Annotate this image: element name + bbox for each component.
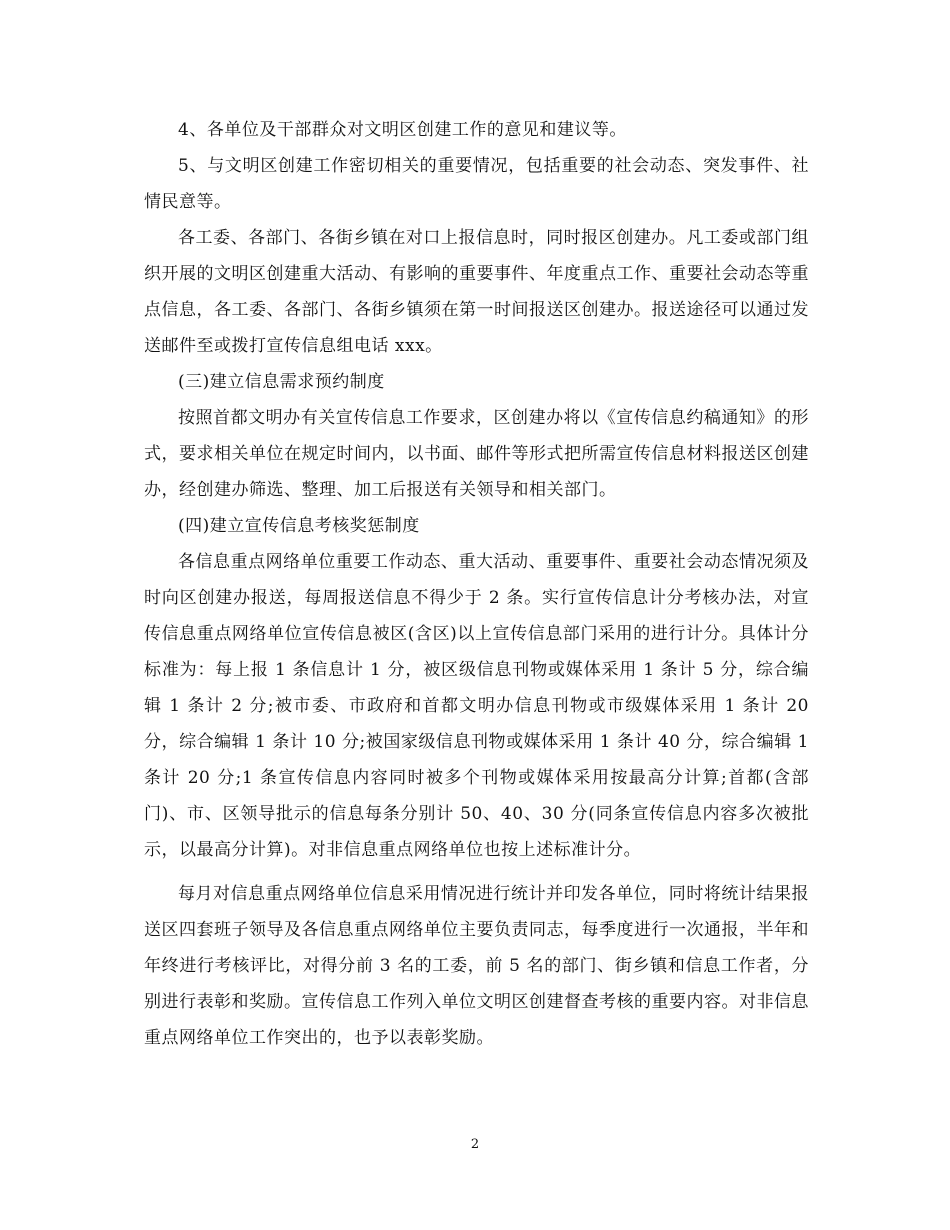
paragraph-reporting-channels: 各工委、各部门、各街乡镇在对口上报信息时，同时报区创建办。凡工委或部门组织开展的文明区创建重大活动、有影响的重要事件、年度重点工作、重要社会动态等重点信息，各工委、各部门、各街乡镇须在第一时间报送区创建办。报送途径可以通过发送邮件至或拨打宣传信息组电话 xxx。: [144, 228, 809, 356]
paragraph-monthly-statistics: 每月对信息重点网络单位信息采用情况进行统计并印发各单位，同时将统计结果报送区四套班子领导及各信息重点网络单位主要负责同志，每季度进行一次通报，半年和年终进行考核评比，对得分前 3 名的工委，前 5 名的部门、街乡镇和信息工作者，分别进行表彰和奖励。宣传信息工作列入单位文明区创建督查考核的重要内容。对非信息重点网络单位工作突出的，也予以表彰奖励。: [144, 884, 809, 1048]
paragraph-scoring-rules: 各信息重点网络单位重要工作动态、重大活动、重要事件、重要社会动态情况须及时向区创建办报送，每周报送信息不得少于 2 条。实行宣传信息计分考核办法，对宣传信息重点网络单位宣传信息被区(含区)以上宣传信息部门采用的进行计分。具体计分标准为：每上报 1 条信息计 1 分，被区级信息刊物或媒体采用 1 条计 5 分，综合编辑 1 条计 2 分;被市委、市政府和首都文明办信息刊物或市级媒体采用 1 条计 20 分，综合编辑 1 条计 10 分;被国家级信息刊物或媒体采用 1 条计 40 分，综合编辑 1 条计 20 分;1 条宣传信息内容同时被多个刊物或媒体采用按最高分计算;首都(含部门)、市、区领导批示的信息每条分别计 50、40、30 分(同条宣传信息内容多次被批示，以最高分计算)。对非信息重点网络单位也按上述标准计分。: [144, 552, 809, 860]
paragraph-item-5: 5、与文明区创建工作密切相关的重要情况，包括重要的社会动态、突发事件、社情民意等。: [144, 156, 809, 212]
section-heading-3: (三)建立信息需求预约制度: [178, 372, 385, 392]
section-heading-4: (四)建立宣传信息考核奖惩制度: [178, 516, 420, 536]
paragraph-item-4: 4、各单位及干部群众对文明区创建工作的意见和建议等。: [178, 120, 627, 140]
document-body: [144, 112, 809, 1056]
paragraph-reservation-system: 按照首都文明办有关宣传信息工作要求，区创建办将以《宣传信息约稿通知》的形式，要求相关单位在规定时间内，以书面、邮件等形式把所需宣传信息材料报送区创建办，经创建办筛选、整理、加工后报送有关领导和相关部门。: [144, 408, 809, 500]
page-number: 2: [470, 1137, 480, 1152]
